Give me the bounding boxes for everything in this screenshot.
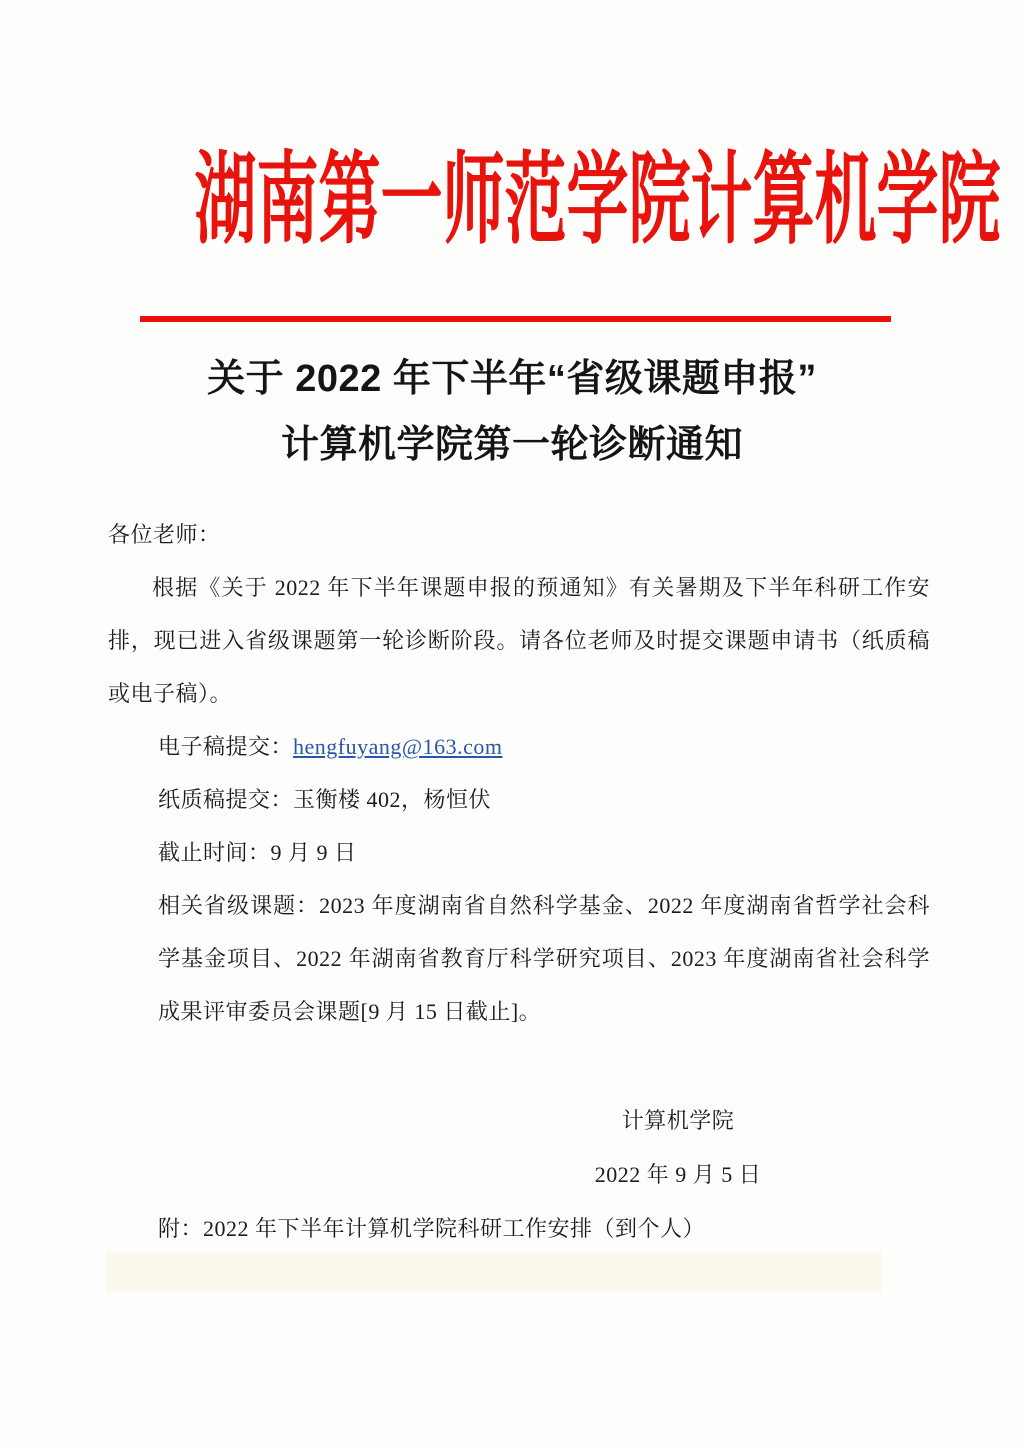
signature-block <box>558 1094 798 1202</box>
letterhead-divider <box>140 316 891 322</box>
signature-org: 计算机学院 <box>621 1108 735 1133</box>
paper-line <box>158 773 930 826</box>
org-name-title: 湖南第一师范学院计算机学院 <box>194 144 1001 256</box>
signature-date: 2022 年 9 月 5 日 <box>594 1162 762 1187</box>
highlight-strip <box>106 1252 882 1292</box>
deadline-value: 9 月 9 日 <box>270 840 357 865</box>
attachment-note: 附：2022 年下半年计算机学院科研工作安排（到个人） <box>158 1216 706 1241</box>
related-topics-paragraph: 相关省级课题：2023 年度湖南省自然科学基金、2022 年度湖南省哲学社会科学基金项目、2022 年湖南省教育厅科学研究项目、2023 年度湖南省社会科学成果评审委员会课题[9 月 15 日截止]。 <box>158 893 930 1024</box>
doc-body <box>108 508 930 1256</box>
deadline-line <box>158 826 930 879</box>
salutation: 各位老师： <box>108 522 221 547</box>
email-line <box>158 720 930 773</box>
letterhead <box>0 144 1024 322</box>
doc-title-line2: 计算机学院第一轮诊断通知 <box>280 424 743 466</box>
doc-title <box>0 346 1024 478</box>
deadline-label: 截止时间： <box>158 840 271 865</box>
paper-label: 纸质稿提交： <box>158 787 294 812</box>
intro-paragraph: 根据《关于 2022 年下半年课题申报的预通知》有关暑期及下半年科研工作安排，现已进入省级课题第一轮诊断阶段。请各位老师及时提交课题申请书（纸质稿或电子稿）。 <box>108 575 930 706</box>
email-link[interactable]: hengfuyang@163.com <box>293 734 503 759</box>
paper-value: 玉衡楼 402，杨恒伏 <box>293 787 492 812</box>
doc-title-line1: 关于 2022 年下半年“省级课题申报” <box>207 358 817 400</box>
email-label: 电子稿提交： <box>158 734 294 759</box>
